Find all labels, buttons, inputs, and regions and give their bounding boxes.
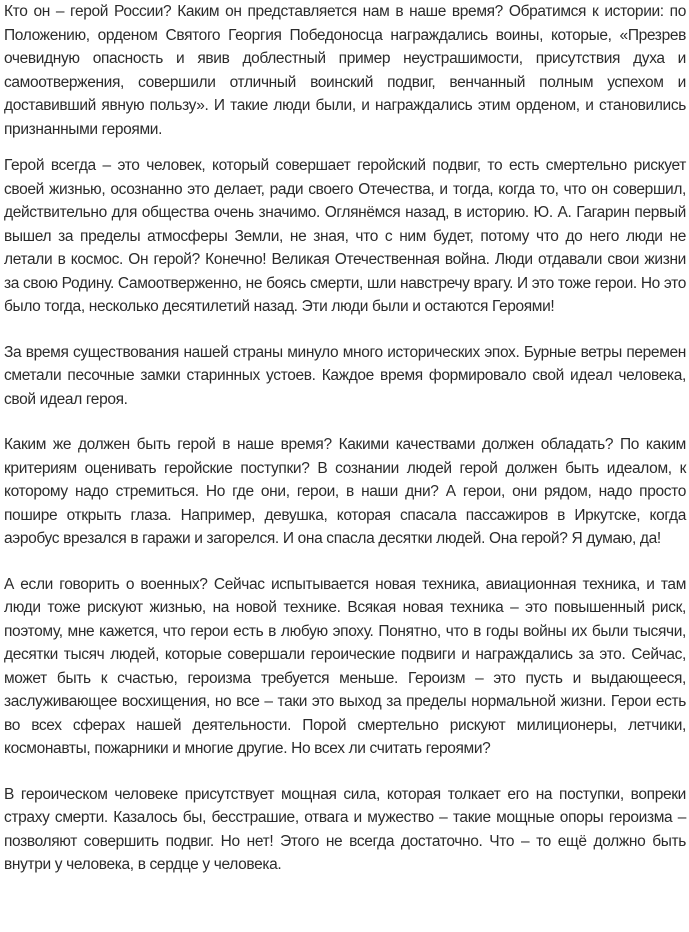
paragraph-3: За время существования нашей страны минуло много исторических эпох. Бурные ветры перемен сметали песочные замки старинных устоев. Каждое время формировало свой идеал человека, свой идеал героя. <box>4 343 686 408</box>
paragraph-1: Кто он – герой России? Каким он представляется нам в наше время? Обратимся к истории: по Положению, орденом Святого Георгия Победоносца награждались воины, которые, «Презрев очевидную опасность и явив доблестный пример неустрашимости, присутствия духа и самоотвержения, совершили отличный воинский подвиг, венчанный полным успехом и доставивший явную пользу». И такие люди были, и награждались этим орденом, и становились признанными героями. <box>4 3 686 138</box>
paragraph-2: Герой всегда – это человек, который совершает геройский подвиг, то есть смертельно рискует своей жизнью, осознанно это делает, ради своего Отечества, и тогда, когда то, что он совершил, действительно для общества очень значимо. Оглянёмся назад, в историю. Ю. А. Гагарин первый вышел за пределы атмосферы Земли, не зная, что с ним будет, потому что до него люди не летали в космос. Он герой? Конечно! Великая Отечественная война. Люди отдавали свои жизни за свою Родину. Самоотверженно, не боясь смерти, шли навстречу врагу. И это тоже герои. Но это было тогда, несколько десятилетий назад. Эти люди были и остаются Героями! <box>4 157 686 315</box>
paragraph-5: А если говорить о военных? Сейчас испытывается новая техника, авиационная техника, и там люди тоже рискуют жизнью, на новой технике. Всякая новая техника – это повышенный риск, поэтому, мне кажется, что герои есть в любую эпоху. Понятно, что в годы войны их были тысячи, десятки тысяч людей, которые совершали героические подвиги и награждались за это. Сейчас, может быть к счастью, героизма требуется меньше. Героизм – это пусть и выдающееся, заслуживающее восхищения, но все – таки это выход за пределы нормальной жизни. Герои есть во всех сферах нашей деятельности. Порой смертельно рискуют милиционеры, летчики, космонавты, пожарники и многие другие. Но всех ли считать героями? <box>4 575 686 757</box>
paragraph-4: Каким же должен быть герой в наше время? Какими качествами должен обладать? По каким критериям оценивать геройские поступки? В сознании людей герой должен быть идеалом, к которому надо стремиться. Но где они, герои, в наши дни? А герои, они рядом, надо просто пошире открыть глаза. Например, девушка, которая спасала пассажиров в Иркутске, когда аэробус врезался в гаражи и загорелся. И она спасла десятки людей. Она герой? Я думаю, да! <box>4 436 686 547</box>
paragraph-6: В героическом человеке присутствует мощная сила, которая толкает его на поступки, вопреки страху смерти. Казалось бы, бесстрашие, отвага и мужество – такие мощные опоры героизма – позволяют совершить подвиг. Но нет! Этого не всегда достаточно. Что – то ещё должно быть внутри у человека, в сердце у человека. <box>4 785 686 873</box>
